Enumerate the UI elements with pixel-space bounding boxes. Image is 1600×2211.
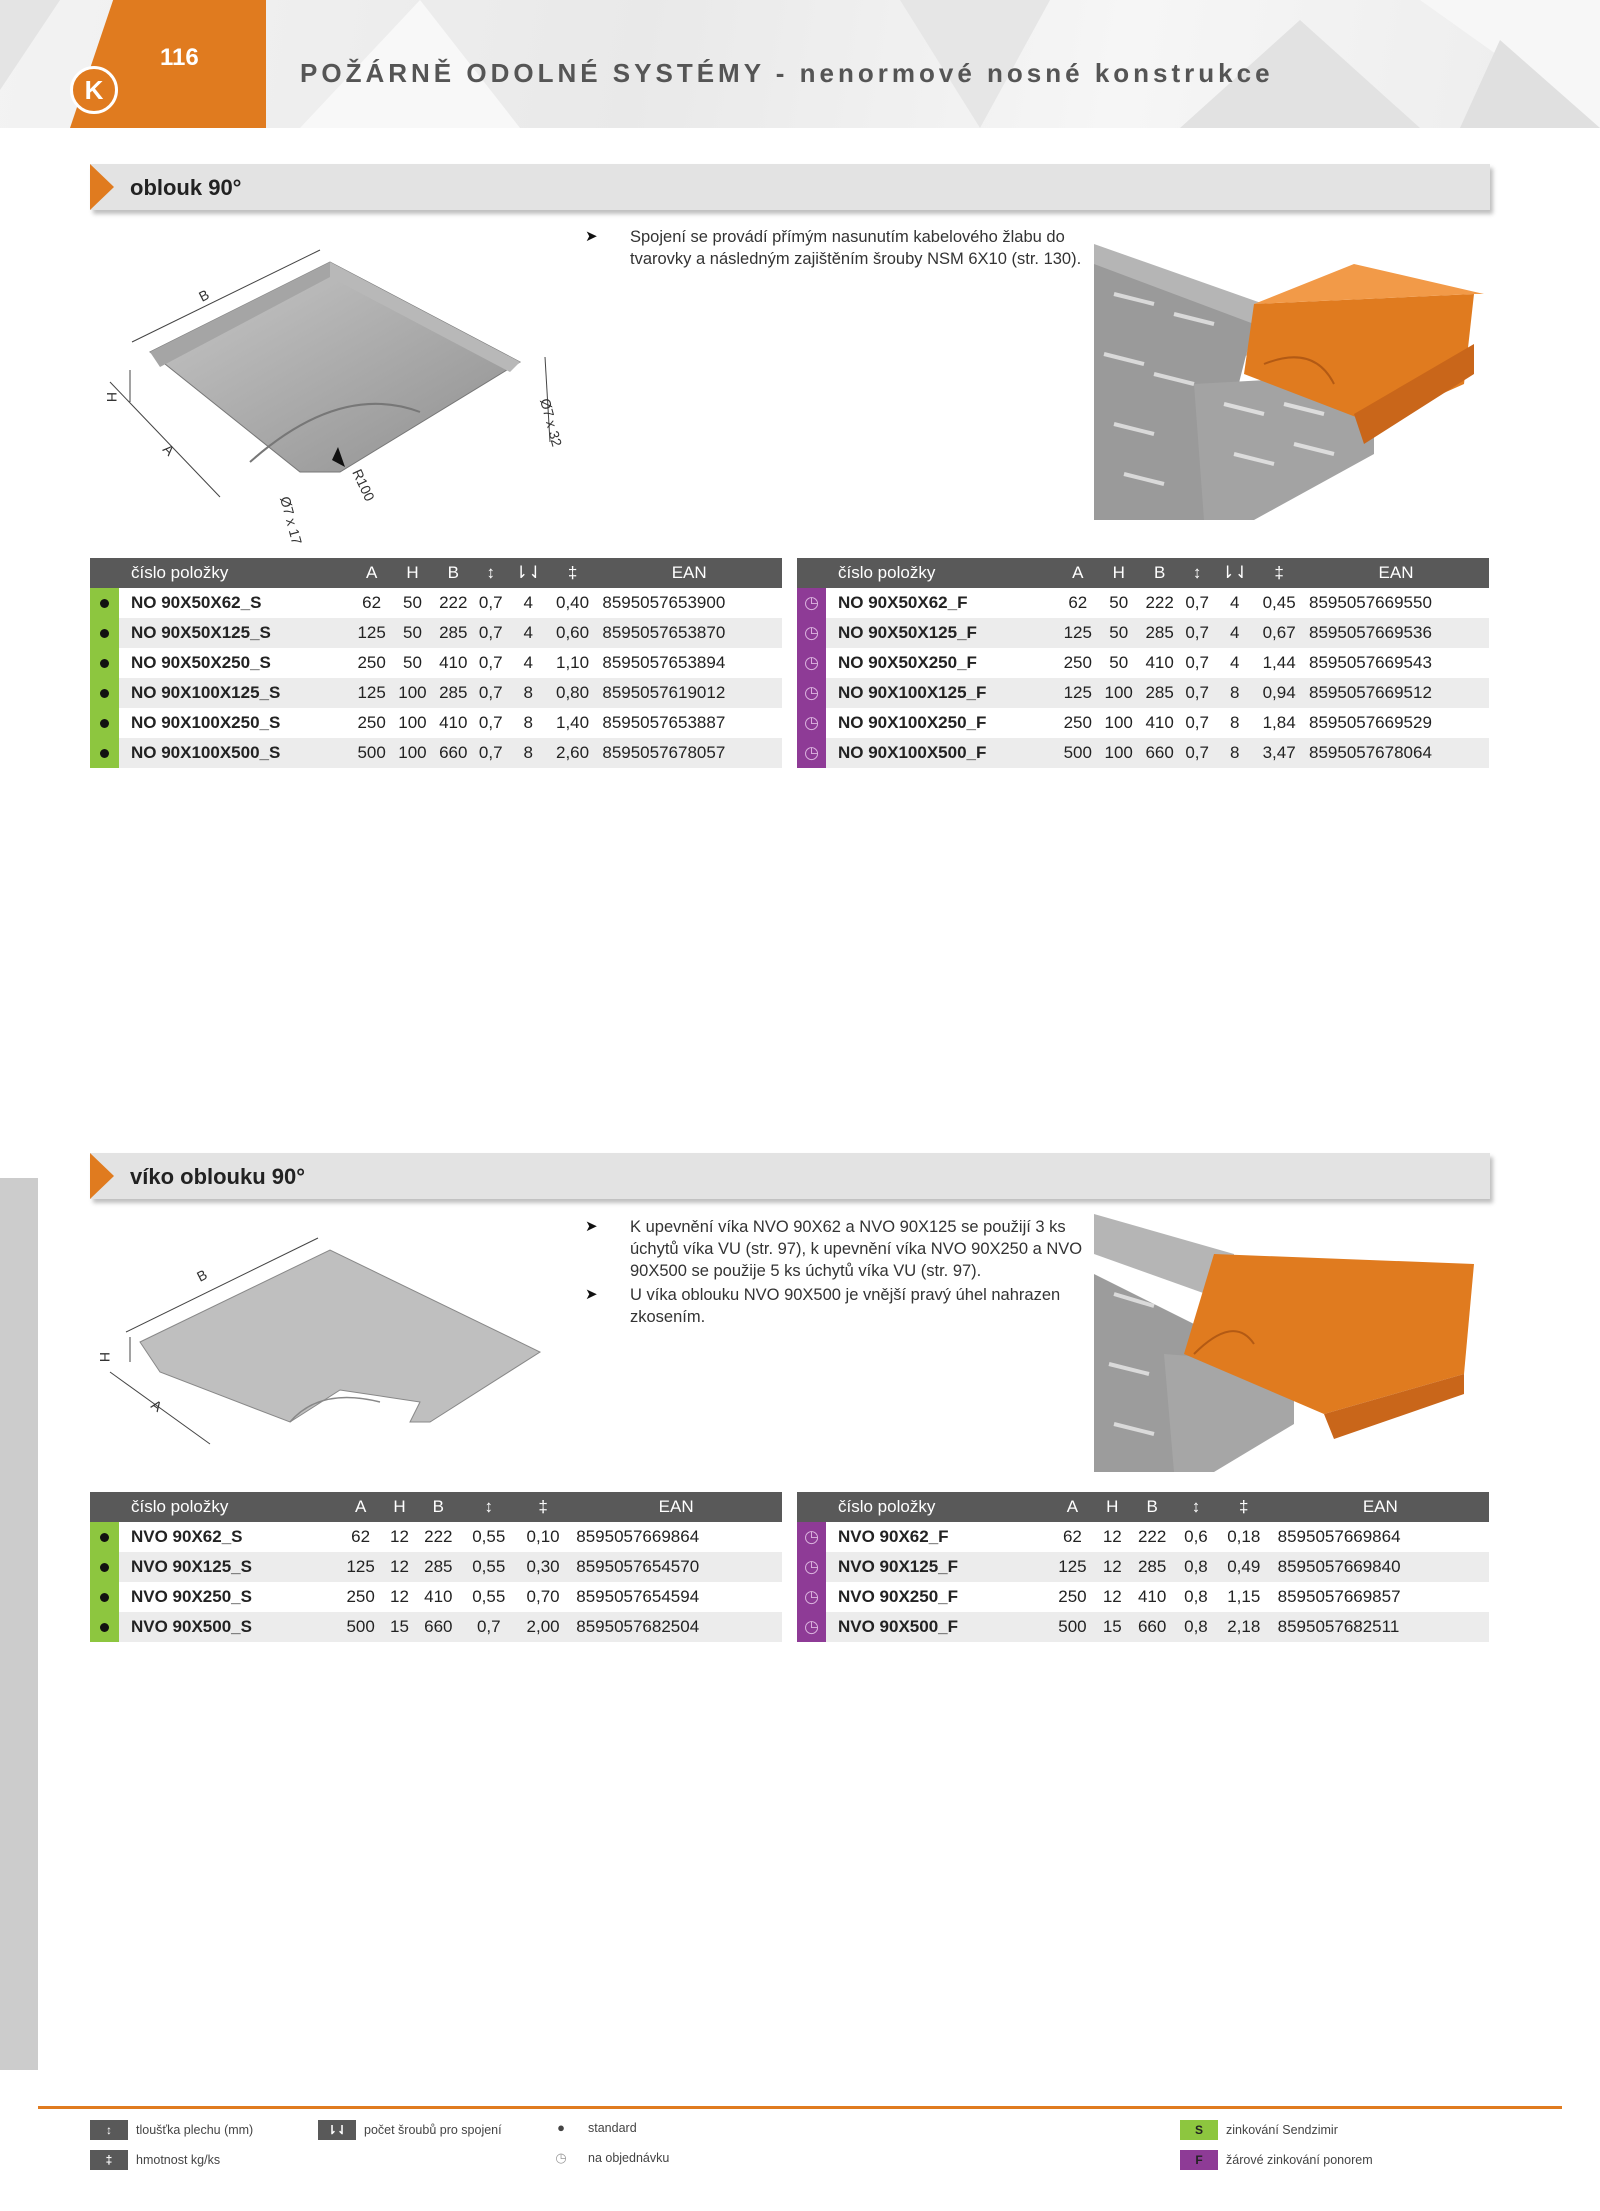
clock-icon: ◷: [797, 738, 826, 768]
status-col-header: [90, 1492, 119, 1522]
table-cell: 0,80: [549, 678, 597, 708]
table-cell: 0,40: [549, 588, 597, 618]
table-row: [90, 1582, 782, 1612]
legend-thickness: [90, 2120, 253, 2140]
bend-product-photo: [1094, 224, 1486, 520]
item-code: NO 90X50X250_F: [826, 648, 1057, 678]
ean-code: 8595057654570: [570, 1552, 782, 1582]
table-cell: 660: [415, 1612, 462, 1642]
table-cell: 125: [337, 1552, 384, 1582]
bolts-icon: ⇂⇃: [318, 2120, 356, 2140]
table-cell: 285: [433, 618, 474, 648]
table-cell: 0,10: [516, 1522, 570, 1552]
clock-icon: ◷: [797, 1582, 826, 1612]
clock-icon: ◷: [797, 618, 826, 648]
thickness-icon: ↕: [1176, 1492, 1216, 1522]
ean-code: 8595057669840: [1272, 1552, 1489, 1582]
clock-icon: ◷: [797, 1552, 826, 1582]
dim-a-label: A: [159, 440, 178, 459]
standard-dot-icon: [90, 678, 119, 708]
section-arrow-icon: [90, 164, 114, 210]
table-cell: 0,7: [1180, 738, 1214, 768]
table-cell: 660: [433, 738, 474, 768]
table-cell: 50: [1098, 648, 1139, 678]
table-cell: 0,8: [1176, 1612, 1216, 1642]
item-code: NO 90X100X125_S: [119, 678, 351, 708]
table-cell: 410: [1128, 1582, 1176, 1612]
table-cell: 285: [433, 678, 474, 708]
col-header: EAN: [596, 558, 782, 588]
table-cell: 100: [392, 738, 433, 768]
ean-code: 8595057654594: [570, 1582, 782, 1612]
table-cell: 125: [1049, 1552, 1097, 1582]
thickness-icon: ↕: [474, 558, 508, 588]
table-cell: 410: [415, 1582, 462, 1612]
table-cell: 3,47: [1255, 738, 1303, 768]
table-cell: 250: [337, 1582, 384, 1612]
section-title: oblouk 90°: [130, 175, 242, 200]
item-code: NO 90X100X250_F: [826, 708, 1057, 738]
note-item: ➤ Spojení se provádí přímým nasunutím kabelového žlabu do tvarovky a následným zajištěním šrouby NSM 6X10 (str. 130).: [585, 226, 1085, 270]
legend-bolts: [318, 2120, 502, 2140]
col-header: H: [1096, 1492, 1128, 1522]
table-cell: 1,44: [1255, 648, 1303, 678]
table-cell: 1,10: [549, 648, 597, 678]
table-row: [797, 678, 1489, 708]
cover-technical-drawing: [90, 1212, 550, 1462]
clock-icon: ◷: [797, 678, 826, 708]
thickness-icon: ↕: [462, 1492, 516, 1522]
table-cell: 0,7: [474, 678, 508, 708]
table-row: [797, 588, 1489, 618]
table-cell: 12: [1096, 1552, 1128, 1582]
standard-dot-icon: [90, 1552, 119, 1582]
thickness-icon: ↕: [90, 2120, 128, 2140]
table-cell: 8: [508, 708, 549, 738]
ean-code: 8595057682511: [1272, 1612, 1489, 1642]
bend-technical-drawing: [90, 222, 580, 552]
dim-r-label: R100: [349, 466, 378, 504]
ean-code: 8595057653900: [596, 588, 782, 618]
standard-dot-icon: [90, 1582, 119, 1612]
standard-dot-icon: [90, 648, 119, 678]
legend-label: počet šroubů pro spojení: [364, 2123, 502, 2137]
page-title: POŽÁRNĚ ODOLNÉ SYSTÉMY - nenormové nosné konstrukce: [300, 58, 1274, 88]
cover-table-standard: [90, 1492, 782, 1642]
clock-icon: ◷: [555, 2150, 567, 2165]
table-cell: 15: [1096, 1612, 1128, 1642]
col-header: číslo položky: [826, 558, 1057, 588]
item-code: NVO 90X250_F: [826, 1582, 1049, 1612]
table-cell: 62: [337, 1522, 384, 1552]
status-col-header: [90, 558, 119, 588]
table-cell: 0,55: [462, 1582, 516, 1612]
status-col-header: [797, 1492, 826, 1522]
table-cell: 8: [508, 738, 549, 768]
weight-icon: ‡: [549, 558, 597, 588]
col-header: B: [433, 558, 474, 588]
item-code: NO 90X100X250_S: [119, 708, 351, 738]
table-cell: 222: [1139, 588, 1180, 618]
table-row: [90, 648, 782, 678]
col-header: číslo položky: [826, 1492, 1049, 1522]
standard-dot-icon: [90, 1522, 119, 1552]
table-row: [90, 1522, 782, 1552]
legend-label: standard: [588, 2120, 637, 2135]
table-cell: 250: [351, 648, 392, 678]
ean-code: 8595057669550: [1303, 588, 1489, 618]
ean-code: 8595057669512: [1303, 678, 1489, 708]
side-bar: [0, 1178, 38, 2070]
ean-code: 8595057653870: [596, 618, 782, 648]
table-cell: 2,18: [1216, 1612, 1272, 1642]
col-header: H: [384, 1492, 415, 1522]
section1-notes: [585, 226, 1085, 272]
table-cell: 410: [1139, 648, 1180, 678]
col-header: H: [1098, 558, 1139, 588]
table-cell: 0,7: [474, 618, 508, 648]
legend-weight: [90, 2150, 220, 2170]
table-cell: 125: [351, 678, 392, 708]
table-cell: 8: [1214, 678, 1255, 708]
hot-dip-badge: F: [1180, 2150, 1218, 2170]
table-cell: 410: [433, 708, 474, 738]
table-cell: 0,18: [1216, 1522, 1272, 1552]
table-cell: 2,60: [549, 738, 597, 768]
table-row: [90, 1552, 782, 1582]
table-cell: 50: [1098, 618, 1139, 648]
table-cell: 500: [1057, 738, 1098, 768]
table-cell: 250: [1049, 1582, 1097, 1612]
dim-b-label: B: [194, 1266, 210, 1285]
standard-dot-icon: [100, 1563, 109, 1572]
col-header: EAN: [570, 1492, 782, 1522]
table-row: [797, 1522, 1489, 1552]
page-header: [0, 0, 1600, 128]
table-cell: 660: [1128, 1612, 1176, 1642]
table-cell: 1,15: [1216, 1582, 1272, 1612]
col-header: A: [337, 1492, 384, 1522]
section-arrow-icon: [90, 1153, 114, 1199]
col-header: číslo položky: [119, 1492, 337, 1522]
table-cell: 500: [1049, 1612, 1097, 1642]
dim-slot-label-2: Ø7 x 17: [277, 494, 306, 547]
table-row: [90, 618, 782, 648]
table-cell: 0,49: [1216, 1552, 1272, 1582]
dim-b-label: B: [196, 286, 212, 305]
table-cell: 8: [1214, 738, 1255, 768]
table-cell: 500: [351, 738, 392, 768]
table-cell: 0,7: [474, 708, 508, 738]
table-cell: 0,7: [1180, 708, 1214, 738]
table-cell: 62: [1057, 588, 1098, 618]
ean-code: 8595057682504: [570, 1612, 782, 1642]
table-cell: 50: [392, 648, 433, 678]
table-cell: 12: [384, 1552, 415, 1582]
table-row: [90, 588, 782, 618]
standard-dot-icon: [100, 1623, 109, 1632]
table-row: [90, 708, 782, 738]
table-cell: 410: [433, 648, 474, 678]
item-code: NVO 90X125_F: [826, 1552, 1049, 1582]
table-cell: 0,8: [1176, 1552, 1216, 1582]
legend-standard: [542, 2120, 637, 2135]
thickness-icon: ↕: [1180, 558, 1214, 588]
clock-icon: ◷: [797, 1522, 826, 1552]
col-header: H: [392, 558, 433, 588]
table-cell: 100: [392, 708, 433, 738]
table-cell: 660: [1139, 738, 1180, 768]
table-cell: 2,00: [516, 1612, 570, 1642]
table-cell: 0,94: [1255, 678, 1303, 708]
page-number: 116: [160, 44, 199, 71]
bend-table-standard: [90, 558, 782, 768]
table-cell: 100: [1098, 708, 1139, 738]
table-cell: 0,7: [474, 588, 508, 618]
cover-product-photo: [1094, 1214, 1486, 1472]
footer-divider: [38, 2106, 1562, 2109]
col-header: B: [1128, 1492, 1176, 1522]
table-cell: 0,7: [1180, 588, 1214, 618]
legend-label: žárové zinkování ponorem: [1226, 2153, 1373, 2167]
company-logo: K: [70, 66, 118, 114]
item-code: NO 90X50X250_S: [119, 648, 351, 678]
table-cell: 0,6: [1176, 1522, 1216, 1552]
dim-a-label: A: [148, 1396, 166, 1415]
col-header: B: [1139, 558, 1180, 588]
section-bar-oblouk: [90, 164, 1490, 210]
table-cell: 4: [1214, 618, 1255, 648]
legend-sendzimir: [1180, 2120, 1338, 2140]
table-cell: 0,70: [516, 1582, 570, 1612]
table-cell: 222: [1128, 1522, 1176, 1552]
table-cell: 1,84: [1255, 708, 1303, 738]
table-cell: 125: [351, 618, 392, 648]
bolts-icon: ⇂⇃: [508, 558, 549, 588]
standard-dot-icon: [90, 1612, 119, 1642]
weight-icon: ‡: [90, 2150, 128, 2170]
sendzimir-badge: S: [1180, 2120, 1218, 2140]
item-code: NO 90X100X125_F: [826, 678, 1057, 708]
col-header: A: [1049, 1492, 1097, 1522]
table-cell: 8: [508, 678, 549, 708]
clock-icon: ◷: [797, 1612, 826, 1642]
item-code: NO 90X50X62_S: [119, 588, 351, 618]
table-cell: 500: [337, 1612, 384, 1642]
table-cell: 4: [1214, 588, 1255, 618]
table-cell: 0,45: [1255, 588, 1303, 618]
table-cell: 0,7: [1180, 618, 1214, 648]
table-cell: 100: [392, 678, 433, 708]
item-code: NO 90X50X125_S: [119, 618, 351, 648]
item-code: NVO 90X250_S: [119, 1582, 337, 1612]
ean-code: 8595057619012: [596, 678, 782, 708]
table-cell: 12: [1096, 1522, 1128, 1552]
table-row: [797, 648, 1489, 678]
dim-slot-label-1: Ø7 x 32: [537, 396, 566, 449]
table-cell: 12: [384, 1582, 415, 1612]
standard-dot-icon: [100, 659, 109, 668]
table-row: [90, 678, 782, 708]
ean-code: 8595057669529: [1303, 708, 1489, 738]
item-code: NVO 90X62_F: [826, 1522, 1049, 1552]
legend-label: zinkování Sendzimir: [1226, 2123, 1338, 2137]
ean-code: 8595057669864: [570, 1522, 782, 1552]
table-cell: 8: [1214, 708, 1255, 738]
item-code: NVO 90X125_S: [119, 1552, 337, 1582]
table-cell: 285: [1128, 1552, 1176, 1582]
standard-dot-icon: [90, 738, 119, 768]
weight-icon: ‡: [1255, 558, 1303, 588]
table-cell: 0,7: [474, 648, 508, 678]
ean-code: 8595057678064: [1303, 738, 1489, 768]
status-col-header: [797, 558, 826, 588]
clock-icon: ◷: [797, 708, 826, 738]
item-code: NVO 90X500_F: [826, 1612, 1049, 1642]
table-cell: 12: [1096, 1582, 1128, 1612]
table-cell: 125: [1057, 678, 1098, 708]
table-row: [797, 738, 1489, 768]
standard-dot-icon: [100, 749, 109, 758]
table-cell: 0,7: [474, 738, 508, 768]
table-cell: 4: [508, 648, 549, 678]
table-cell: 0,7: [462, 1612, 516, 1642]
standard-dot-icon: [100, 719, 109, 728]
ean-code: 8595057653894: [596, 648, 782, 678]
standard-dot-icon: [90, 708, 119, 738]
table-cell: 50: [392, 618, 433, 648]
table-cell: 0,67: [1255, 618, 1303, 648]
col-header: EAN: [1272, 1492, 1489, 1522]
dim-h-label: H: [97, 1352, 113, 1363]
table-cell: 0,30: [516, 1552, 570, 1582]
item-code: NO 90X50X62_F: [826, 588, 1057, 618]
table-cell: 100: [1098, 678, 1139, 708]
clock-icon: ◷: [797, 648, 826, 678]
col-header: A: [1057, 558, 1098, 588]
item-code: NO 90X50X125_F: [826, 618, 1057, 648]
ean-code: 8595057669543: [1303, 648, 1489, 678]
section-bar-viko: [90, 1153, 1490, 1199]
table-cell: 4: [1214, 648, 1255, 678]
item-code: NVO 90X62_S: [119, 1522, 337, 1552]
table-cell: 0,8: [1176, 1582, 1216, 1612]
table-cell: 285: [1139, 678, 1180, 708]
bend-table-hot-dip: [797, 558, 1489, 768]
item-code: NO 90X100X500_F: [826, 738, 1057, 768]
ean-code: 8595057669857: [1272, 1582, 1489, 1612]
table-row: [797, 1552, 1489, 1582]
standard-dot-icon: [90, 618, 119, 648]
table-cell: 250: [1057, 708, 1098, 738]
ean-code: 8595057678057: [596, 738, 782, 768]
standard-dot-icon: [100, 1593, 109, 1602]
table-cell: 125: [1057, 618, 1098, 648]
standard-dot-icon: [100, 1533, 109, 1542]
legend-label: tloušťka plechu (mm): [136, 2123, 254, 2137]
table-row: [90, 1612, 782, 1642]
standard-dot-icon: [100, 629, 109, 638]
standard-dot-icon: ●: [557, 2120, 565, 2135]
table-cell: 50: [1098, 588, 1139, 618]
legend-order: [542, 2150, 669, 2166]
note-item: ➤ U víka oblouku NVO 90X500 je vnější pravý úhel nahrazen zkosením.: [585, 1284, 1085, 1328]
item-code: NVO 90X500_S: [119, 1612, 337, 1642]
legend-label: hmotnost kg/ks: [136, 2153, 221, 2167]
col-header: číslo položky: [119, 558, 351, 588]
table-cell: 4: [508, 618, 549, 648]
table-cell: 222: [433, 588, 474, 618]
legend-hot-dip: [1180, 2150, 1373, 2170]
cover-table-hot-dip: [797, 1492, 1489, 1642]
standard-dot-icon: [90, 588, 119, 618]
table-cell: 0,55: [462, 1522, 516, 1552]
weight-icon: ‡: [516, 1492, 570, 1522]
table-cell: 1,40: [549, 708, 597, 738]
table-cell: 410: [1139, 708, 1180, 738]
table-cell: 285: [1139, 618, 1180, 648]
ean-code: 8595057653887: [596, 708, 782, 738]
table-row: [797, 618, 1489, 648]
section-title: víko oblouku 90°: [130, 1164, 306, 1189]
table-cell: 0,55: [462, 1552, 516, 1582]
table-row: [797, 1612, 1489, 1642]
table-cell: 62: [1049, 1522, 1097, 1552]
table-cell: 250: [1057, 648, 1098, 678]
table-cell: 0,60: [549, 618, 597, 648]
clock-icon: ◷: [797, 588, 826, 618]
col-header: EAN: [1303, 558, 1489, 588]
dim-h-label: H: [104, 392, 120, 403]
standard-dot-icon: [100, 689, 109, 698]
weight-icon: ‡: [1216, 1492, 1272, 1522]
table-cell: 50: [392, 588, 433, 618]
table-row: [797, 708, 1489, 738]
table-cell: 62: [351, 588, 392, 618]
table-cell: 100: [1098, 738, 1139, 768]
table-cell: 250: [351, 708, 392, 738]
table-row: [797, 1582, 1489, 1612]
table-cell: 15: [384, 1612, 415, 1642]
table-cell: 12: [384, 1522, 415, 1552]
table-row: [90, 738, 782, 768]
standard-dot-icon: [100, 599, 109, 608]
legend-label: na objednávku: [588, 2151, 670, 2165]
ean-code: 8595057669536: [1303, 618, 1489, 648]
section2-notes: [585, 1216, 1085, 1330]
col-header: B: [415, 1492, 462, 1522]
ean-code: 8595057669864: [1272, 1522, 1489, 1552]
table-cell: 0,7: [1180, 648, 1214, 678]
table-cell: 285: [415, 1552, 462, 1582]
table-cell: 222: [415, 1522, 462, 1552]
col-header: A: [351, 558, 392, 588]
note-item: ➤ K upevnění víka NVO 90X62 a NVO 90X125 se použijí 3 ks úchytů víka VU (str. 97), k upevnění víka NVO 90X250 a NVO 90X500 se použije 5 ks úchytů víka VU (str. 97).: [585, 1216, 1085, 1282]
table-cell: 4: [508, 588, 549, 618]
item-code: NO 90X100X500_S: [119, 738, 351, 768]
bolts-icon: ⇂⇃: [1214, 558, 1255, 588]
table-cell: 0,7: [1180, 678, 1214, 708]
